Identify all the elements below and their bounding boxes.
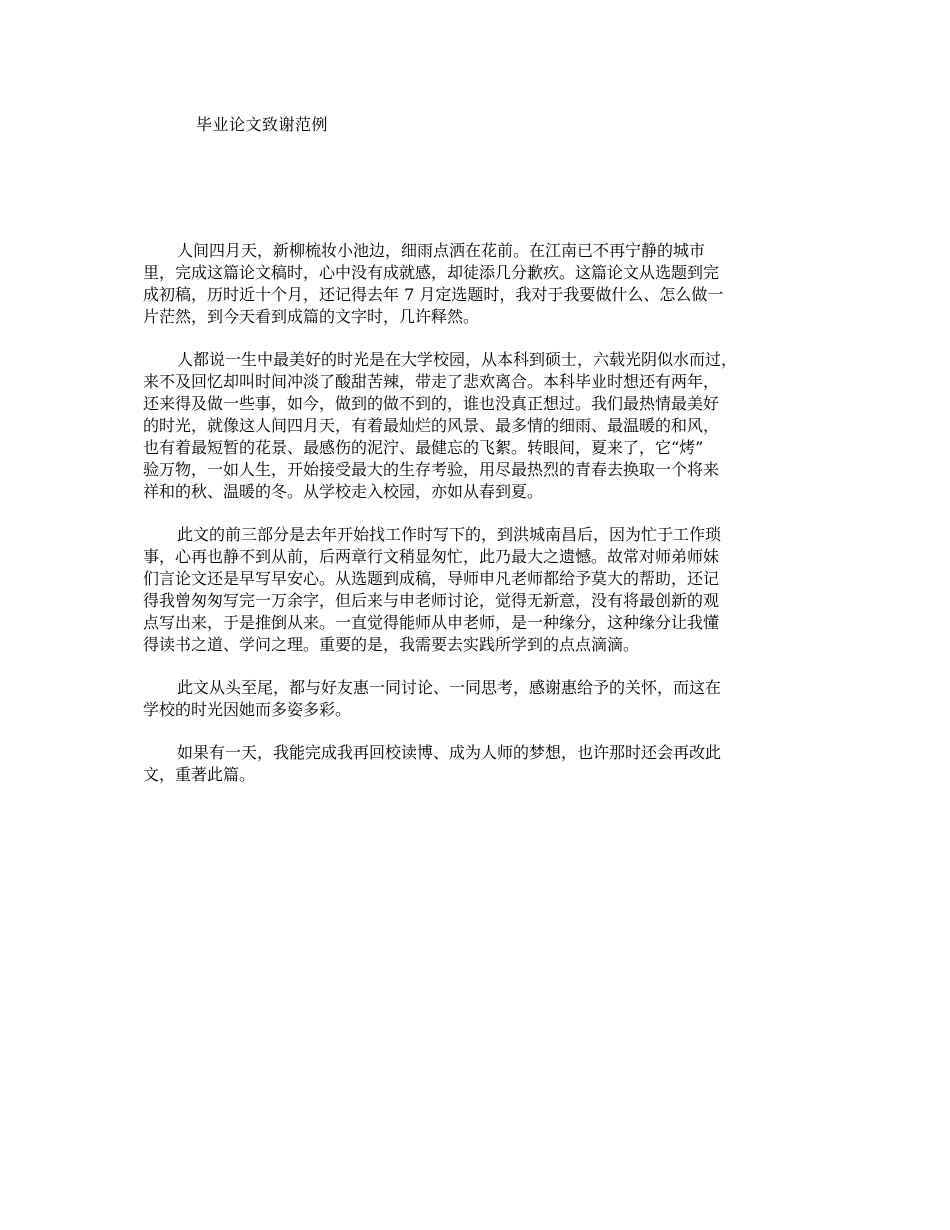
paragraph-line: 们言论文还是早写早安心。从选题到成稿，导师申凡老师都给予莫大的帮助，还记 — [143, 569, 720, 588]
paragraph-line: 成初稿，历时近十个月，还记得去年 7 月定选题时，我对于我要做什么、怎么做一 — [143, 285, 724, 304]
paragraph-line: 来不及回忆却叫时间冲淡了酸甜苦辣，带走了悲欢离合。本科毕业时想还有两年， — [143, 372, 720, 391]
paragraph-line: 还来得及做一些事，如今，做到的做不到的，谁也没真正想过。我们最热情最美好 — [143, 394, 720, 413]
paragraph-line: 人都说一生中最美好的时光是在大学校园，从本科到硕士，六载光阴似水而过， — [177, 350, 738, 369]
paragraph-line: 此文的前三部分是去年开始找工作时写下的，到洪城南昌后，因为忙于工作琐 — [177, 525, 722, 544]
paragraph-line: 此文从头至尾，都与好友惠一同讨论、一同思考，感谢惠给予的关怀，而这在 — [177, 678, 722, 697]
paragraph-line: 点写出来，于是推倒从来。一直觉得能师从申老师，是一种缘分，这种缘分让我懂 — [143, 613, 720, 632]
document-body — [143, 240, 809, 807]
paragraph-line: 的时光，就像这人间四月天，有着最灿烂的风景、最多情的细雨、最温暖的和风， — [143, 416, 720, 435]
paragraph-2 — [143, 349, 809, 503]
paragraph-line: 文，重著此篇。 — [143, 765, 256, 784]
paragraph-line: 得我曾匆匆写完一万余字，但后来与申老师讨论，觉得无新意，没有将最创新的观 — [143, 591, 720, 610]
paragraph-line: 事，心再也静不到从前，后两章行文稍显匆忙，此乃最大之遗憾。故常对师弟师妹 — [143, 547, 720, 566]
paragraph-4 — [143, 677, 809, 721]
paragraph-line: 如果有一天，我能完成我再回校读博、成为人师的梦想，也许那时还会再改此 — [177, 743, 722, 762]
paragraph-line: 人间四月天，新柳梳妆小池边，细雨点洒在花前。在江南已不再宁静的城市 — [177, 241, 706, 260]
document-title: 毕业论文致谢范例 — [196, 115, 329, 134]
paragraph-line: 里，完成这篇论文稿时，心中没有成就感，却徒添几分歉疚。这篇论文从选题到完 — [143, 263, 720, 282]
paragraph-line: 得读书之道、学问之理。重要的是，我需要去实践所学到的点点滴滴。 — [143, 635, 640, 654]
paragraph-line: 祥和的秋、温暖的冬。从学校走入校园，亦如从春到夏。 — [143, 482, 544, 501]
paragraph-1 — [143, 240, 809, 328]
paragraph-5 — [143, 742, 809, 786]
paragraph-line: 也有着最短暂的花景、最感伤的泥泞、最健忘的飞絮。转眼间，夏来了，它“烤” — [143, 438, 704, 457]
paragraph-line: 学校的时光因她而多姿多彩。 — [143, 700, 352, 719]
paragraph-line: 验万物，一如人生，开始接受最大的生存考验，用尽最热烈的青春去换取一个将来 — [143, 460, 720, 479]
paragraph-3 — [143, 524, 809, 656]
paragraph-line: 片茫然，到今天看到成篇的文字时，几许释然。 — [143, 307, 480, 326]
